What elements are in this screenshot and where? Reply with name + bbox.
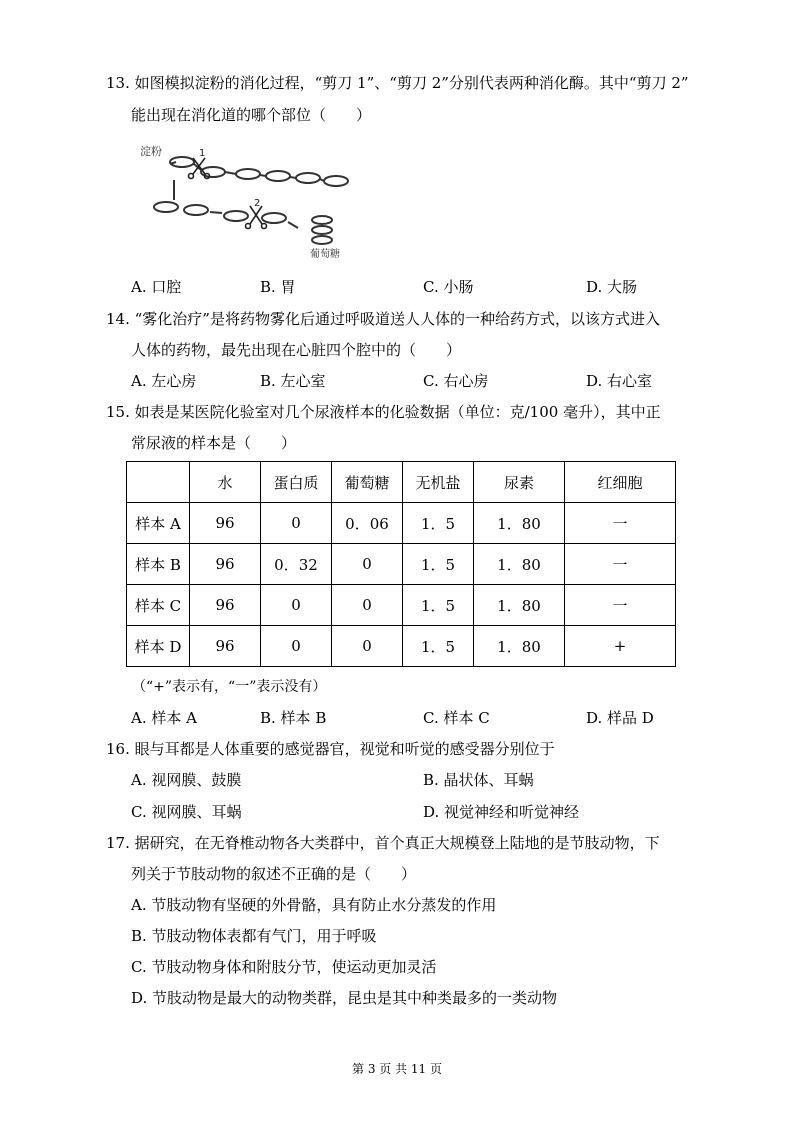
table-header-cell: 水 [190, 462, 261, 503]
table-cell: 样本 A [127, 503, 190, 544]
glucose-label: 葡萄糖 [310, 249, 340, 260]
q15-stem-line1: 15. 如表是某医院化验室对几个尿液样本的化验数据（单位：克/100 毫升），其中正 [106, 403, 661, 421]
table-header-cell: 蛋白质 [261, 462, 332, 503]
table-header-cell: 红细胞 [565, 462, 676, 503]
table-cell: 0 [332, 544, 403, 585]
table-cell: 1．5 [403, 503, 474, 544]
table-cell: 96 [190, 585, 261, 626]
table-cell: 一 [565, 503, 676, 544]
table-row [127, 544, 676, 585]
q14-stem-line1: 14. “雾化治疗”是将药物雾化后通过呼吸道送人人体的一种给药方式，以该方式进入 [106, 310, 660, 328]
q15-option-b[interactable]: B. 样本 B [260, 709, 327, 727]
q13-stem-line2: 能出现在消化道的哪个部位（ ） [131, 106, 372, 124]
table-cell: 1．80 [474, 544, 565, 585]
table-row [127, 585, 676, 626]
urine-sample-table [126, 461, 676, 667]
q16-option-d[interactable]: D. 视觉神经和听觉神经 [423, 803, 580, 821]
table-header-row [127, 462, 676, 503]
table-cell: 0．32 [261, 544, 332, 585]
q16-option-b[interactable]: B. 晶状体、耳蜗 [423, 771, 534, 789]
q17-option-c[interactable]: C. 节肢动物身体和附肢分节，使运动更加灵活 [131, 958, 437, 976]
table-cell: 0．06 [332, 503, 403, 544]
table-cell: 1．80 [474, 585, 565, 626]
q16-option-a[interactable]: A. 视网膜、鼓膜 [131, 771, 242, 789]
table-cell: 样本 C [127, 585, 190, 626]
q13-option-a[interactable]: A. 口腔 [131, 278, 182, 296]
table-header-cell: 无机盐 [403, 462, 474, 503]
table-cell: 一 [565, 544, 676, 585]
table-header-cell: 葡萄糖 [332, 462, 403, 503]
table-cell: 1．5 [403, 544, 474, 585]
q17-option-d[interactable]: D. 节肢动物是最大的动物类群，昆虫是其中种类最多的一类动物 [131, 989, 558, 1007]
q17-option-a[interactable]: A. 节肢动物有坚硬的外骨骼，具有防止水分蒸发的作用 [131, 896, 497, 914]
q13-option-b[interactable]: B. 胃 [260, 278, 296, 296]
table-cell: 0 [261, 626, 332, 667]
table-cell: 96 [190, 626, 261, 667]
table-cell: 1．5 [403, 585, 474, 626]
q13-option-d[interactable]: D. 大肠 [586, 278, 638, 296]
q13-stem-line1: 13. 如图模拟淀粉的消化过程，“剪刀 1”、“剪刀 2”分别代表两种消化酶。其中“剪刀 2” [106, 74, 689, 92]
q14-stem-line2: 人体的药物，最先出现在心脏四个腔中的（ ） [131, 341, 462, 359]
table-header-cell [127, 462, 190, 503]
table-row [127, 503, 676, 544]
q17-option-b[interactable]: B. 节肢动物体表都有气门，用于呼吸 [131, 927, 377, 945]
page-number: 第 3 页 共 11 页 [352, 1062, 442, 1076]
q16-stem-line1: 16. 眼与耳都是人体重要的感觉器官，视觉和听觉的感受器分别位于 [106, 740, 555, 758]
table-cell: 96 [190, 544, 261, 585]
table-cell: 一 [565, 585, 676, 626]
table-cell: 96 [190, 503, 261, 544]
q17-stem-line2: 列关于节肢动物的叙述不正确的是（ ） [131, 865, 417, 883]
starch-digestion-figure [138, 140, 358, 265]
table-row [127, 626, 676, 667]
table-header-cell: 尿素 [474, 462, 565, 503]
table-cell: 0 [261, 503, 332, 544]
q14-option-d[interactable]: D. 右心室 [586, 372, 653, 390]
q15-option-a[interactable]: A. 样本 A [131, 709, 197, 727]
table-cell: 1．80 [474, 503, 565, 544]
starch-label: 淀粉 [140, 145, 162, 158]
scissors-1-label: 1 [199, 148, 206, 159]
q15-option-c[interactable]: C. 样本 C [423, 709, 490, 727]
table-cell: 样本 D [127, 626, 190, 667]
scissors-2-label: 2 [254, 198, 261, 209]
table-cell: 1．80 [474, 626, 565, 667]
table-cell: + [565, 626, 676, 667]
table-cell: 1．5 [403, 626, 474, 667]
q14-option-b[interactable]: B. 左心室 [260, 372, 326, 390]
table-cell: 0 [332, 585, 403, 626]
q13-option-c[interactable]: C. 小肠 [423, 278, 474, 296]
q16-option-c[interactable]: C. 视网膜、耳蜗 [131, 803, 242, 821]
table-cell: 0 [261, 585, 332, 626]
table-cell: 样本 B [127, 544, 190, 585]
q14-option-a[interactable]: A. 左心房 [131, 372, 197, 390]
table-cell: 0 [332, 626, 403, 667]
q14-option-c[interactable]: C. 右心房 [423, 372, 489, 390]
q15-option-d[interactable]: D. 样品 D [586, 709, 654, 727]
q15-stem-line2: 常尿液的样本是（ ） [131, 434, 297, 452]
q15-table-note: （“+”表示有，“一”表示没有） [132, 679, 327, 695]
q17-stem-line1: 17. 据研究，在无脊椎动物各大类群中，首个真正大规模登上陆地的是节肢动物，下 [106, 834, 660, 852]
